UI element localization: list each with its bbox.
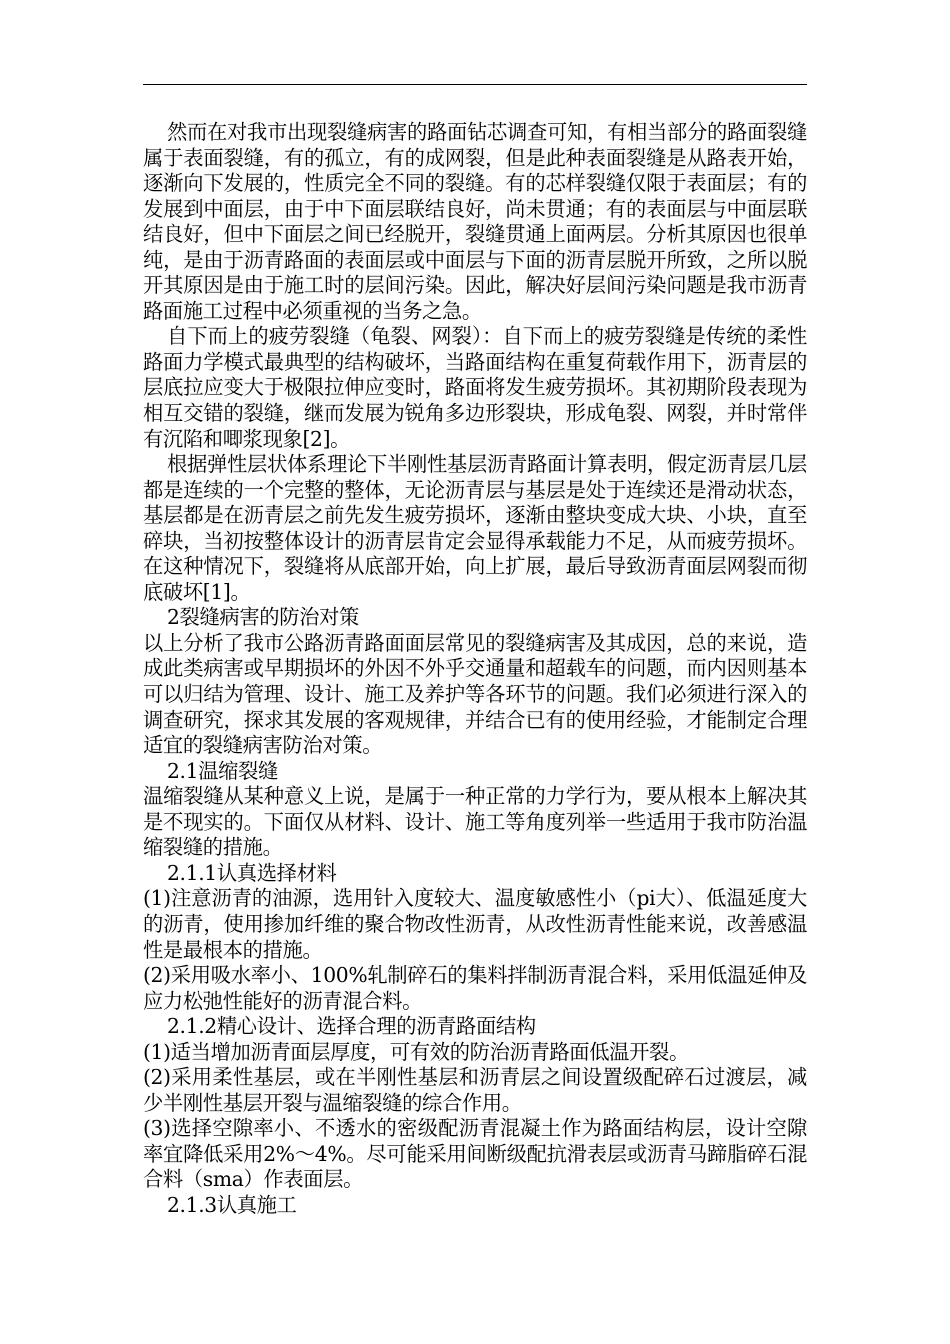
subsection-heading-design: 2.1.2精心设计、选择合理的沥青路面结构 (167, 1014, 536, 1039)
subsection-heading-materials: 2.1.1认真选择材料 (167, 860, 337, 885)
paragraph-design-item-2: (2)采用柔性基层，或在半刚性基层和沥青层之间设置级配碎石过渡层，减少半刚性基层开裂与温缩裂缝的综合作用。 (143, 1065, 807, 1115)
paragraph-materials-item-2: (2)采用吸水率小、100%轧制碎石的集料拌制沥青混合料，采用低温延伸及应力松弛性能好的沥青混合料。 (143, 963, 807, 1013)
document-body (143, 120, 807, 1219)
paragraph-materials-item-1: (1)注意沥青的油源，选用针入度较大、温度敏感性小（pi大）、低温延度大的沥青，使用掺加纤维的聚合物改性沥青，从改性沥青性能来说，改善感温性是最根本的措施。 (143, 886, 807, 962)
paragraph-design-item-3: (3)选择空隙率小、不透水的密级配沥青混凝土作为路面结构层，设计空隙率宜降低采用2%～4%。尽可能采用间断级配抗滑表层或沥青马蹄脂碎石混合料（sma）作表面层。 (143, 1116, 807, 1192)
header-rule (143, 84, 807, 85)
subsection-heading-construction: 2.1.3认真施工 (167, 1192, 297, 1217)
paragraph-prevention-intro: 以上分析了我市公路沥青路面面层常见的裂缝病害及其成因，总的来说，造成此类病害或早期损坏的外因不外乎交通量和超载车的问题，而内因则基本可以归结为管理、设计、施工及养护等各环节的问题。我们必须进行深入的调查研究，探求其发展的客观规律，并结合已有的使用经验，才能制定合理适宜的裂缝病害防治对策。 (143, 630, 807, 758)
paragraph-thermal-intro: 温缩裂缝从某种意义上说，是属于一种正常的力学行为，要从根本上解决其是不现实的。下面仅从材料、设计、施工等角度列举一些适用于我市防治温缩裂缝的措施。 (143, 784, 807, 860)
paragraph-elastic-theory: 根据弹性层状体系理论下半刚性基层沥青路面计算表明，假定沥青层几层都是连续的一个完整的整体，无论沥青层与基层是处于连续还是滑动状态，基层都是在沥青层之前先发生疲劳损坏，逐渐由整块变成大块、小块，直至碎块，当初按整体设计的沥青层肯定会显得承载能力不足，从而疲劳损坏。在这种情况下，裂缝将从底部开始，向上扩展，最后导致沥青面层网裂而彻底破坏[1]。 (143, 452, 807, 604)
section-heading-prevention: 2裂缝病害的防治对策 (167, 605, 359, 630)
paragraph-fatigue-cracks: 自下而上的疲劳裂缝（龟裂、网裂）：自下而上的疲劳裂缝是传统的柔性路面力学模式最典型的结构破坏，当路面结构在重复荷载作用下，沥青层的层底拉应变大于极限拉伸应变时，路面将发生疲劳损坏。其初期阶段表现为相互交错的裂缝，继而发展为锐角多边形裂块，形成龟裂、网裂，并时常伴有沉陷和唧浆现象[2]。 (143, 324, 807, 451)
section-heading-thermal-cracks: 2.1温缩裂缝 (167, 758, 278, 783)
paragraph-core-survey: 然而在对我市出现裂缝病害的路面钻芯调查可知，有相当部分的路面裂缝属于表面裂缝，有的孤立，有的成网裂，但是此种表面裂缝是从路表开始，逐渐向下发展的，性质完全不同的裂缝。有的芯样裂缝仅限于表面层；有的发展到中面层，由于中下面层联结良好，尚未贯通；有的表面层与中面层联结良好，但中下面层之间已经脱开，裂缝贯通上面两层。分析其原因也很单纯，是由于沥青路面的表面层或中面层与下面的沥青层脱开所致，之所以脱开其原因是由于施工时的层间污染。因此，解决好层间污染问题是我市沥青路面施工过程中必须重视的当务之急。 (143, 120, 807, 323)
paragraph-design-item-1: (1)适当增加沥青面层厚度，可有效的防治沥青路面低温开裂。 (143, 1039, 689, 1064)
